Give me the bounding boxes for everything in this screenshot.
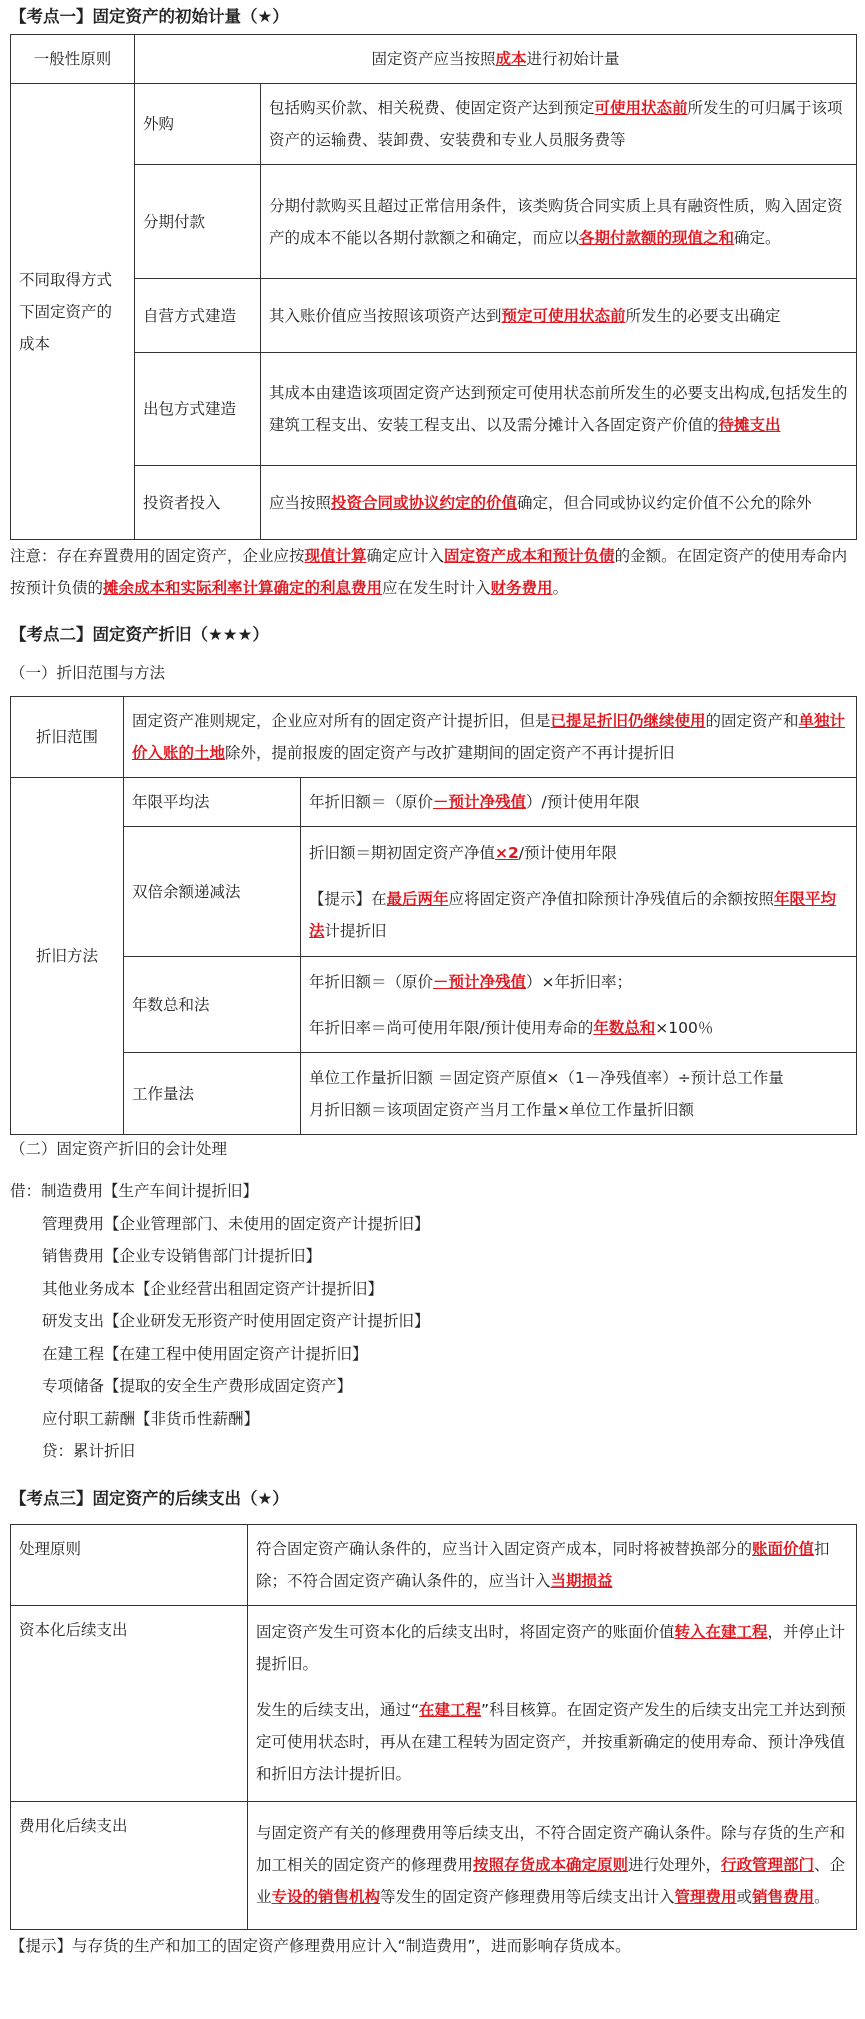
depreciation-table: [10, 696, 857, 1135]
section-2-subtitle-2: （二）固定资产折旧的会计处理: [10, 1140, 228, 1158]
section-1-note: 注意：存在弃置费用的固定资产，企业应按现值计算确定应计入固定资产成本和预计负债的金额。在固定资产的使用寿命内按预计负债的摊余成本和实际利率计算确定的利息费用应在发生时计入财务费用。: [10, 547, 848, 597]
row-text-self-built: 其入账价值应当按照该项资产达到预定可使用状态前所发生的必要支出确定: [261, 279, 857, 353]
method-syd-text: 年折旧额＝（原价－预计净残值）×年折旧率； 年折旧率＝尚可使用年限/预计使用寿命的年数总和×100％: [301, 957, 857, 1053]
section-3-tip: 【提示】与存货的生产和加工的固定资产修理费用应计入“制造费用”，进而影响存货成本。: [10, 1936, 631, 1955]
capitalized-label: 资本化后续支出: [11, 1605, 248, 1801]
section-3-title: 【考点三】固定资产的后续支出（★）: [10, 1488, 289, 1508]
section-2-title: 【考点二】固定资产折旧（★★★）: [10, 625, 269, 644]
journal-line: 其他业务成本【企业经营出租固定资产计提折旧】: [42, 1279, 384, 1298]
journal-line: 销售费用【企业专设销售部门计提折旧】: [42, 1247, 322, 1265]
row-label-contracted: 出包方式建造: [135, 353, 261, 466]
general-principle-label: 一般性原则: [11, 35, 135, 84]
journal-entry: [10, 1175, 855, 1468]
journal-line: 应付职工薪酬【非货币性薪酬】: [42, 1409, 260, 1428]
row-text-purchase: 包括购买价款、相关税费、使固定资产达到预定可使用状态前所发生的可归属于该项资产的运输费、装卸费、安装费和专业人员服务费等: [261, 84, 857, 165]
principle-label: 处理原则: [11, 1524, 248, 1605]
general-principle-text: 固定资产应当按照成本进行初始计量: [135, 35, 857, 84]
journal-line: 借：制造费用【生产车间计提折旧】: [10, 1182, 259, 1200]
row-text-installment: 分期付款购买且超过正常信用条件，该类购货合同实质上具有融资性质，购入固定资产的成本不能以各期付款额之和确定，而应以各期付款额的现值之和确定。: [261, 165, 857, 279]
method-label: 折旧方法: [11, 778, 124, 1135]
method-straight-line-text: 年折旧额＝（原价－预计净残值）/预计使用年限: [301, 778, 857, 827]
journal-line: 在建工程【在建工程中使用固定资产计提折旧】: [42, 1344, 368, 1363]
method-syd-label: 年数总和法: [124, 957, 301, 1053]
row-text-investor: 应当按照投资合同或协议约定的价值确定，但合同或协议约定价值不公允的除外: [261, 466, 857, 540]
method-units-text: 单位工作量折旧额 ＝固定资产原值×（1－净残值率）÷预计总工作量 月折旧额＝该项固定资产当月工作量×单位工作量折旧额: [301, 1053, 857, 1135]
row-label-installment: 分期付款: [135, 165, 261, 279]
initial-measurement-table: [10, 34, 857, 540]
journal-line: 管理费用【企业管理部门、未使用的固定资产计提折旧】: [42, 1214, 430, 1233]
principle-text: 符合固定资产确认条件的，应当计入固定资产成本，同时将被替换部分的账面价值扣除；不符合固定资产确认条件的，应当计入当期损益: [248, 1524, 857, 1605]
row-label-self-built: 自营方式建造: [135, 279, 261, 353]
method-ddb-text: 折旧额＝期初固定资产净值×2/预计使用年限 【提示】在最后两年应将固定资产净值扣除预计净残值后的余额按照年限平均法计提折旧: [301, 827, 857, 957]
journal-line: 贷：累计折旧: [42, 1442, 136, 1460]
journal-line: 专项储备【提取的安全生产费形成固定资产】: [42, 1377, 353, 1395]
method-units-label: 工作量法: [124, 1053, 301, 1135]
scope-label: 折旧范围: [11, 697, 124, 778]
method-ddb-label: 双倍余额递减法: [124, 827, 301, 957]
row-label-purchase: 外购: [135, 84, 261, 165]
section-1-title: 【考点一】固定资产的初始计量（★）: [10, 7, 289, 26]
expensed-text: 与固定资产有关的修理费用等后续支出，不符合固定资产确认条件。除与存货的生产和加工相关的固定资产的修理费用按照存货成本确定原则进行处理外，行政管理部门、企业专设的销售机构等发生的固定资产修理费用等后续支出计入管理费用或销售费用。: [248, 1801, 857, 1929]
expensed-label: 费用化后续支出: [11, 1801, 248, 1929]
row-label-investor: 投资者投入: [135, 466, 261, 540]
capitalized-text: 固定资产发生可资本化的后续支出时，将固定资产的账面价值转入在建工程，并停止计提折旧。 发生的后续支出，通过“在建工程”科目核算。在固定资产发生的后续支出完工并达到预定可使用状态时，再从在建工程转为固定资产，并按重新确定的使用寿命、预计净残值和折旧方法计提折旧。: [248, 1605, 857, 1801]
method-straight-line-label: 年限平均法: [124, 778, 301, 827]
subsequent-expenditure-table: [10, 1524, 857, 1930]
scope-text: 固定资产准则规定，企业应对所有的固定资产计提折旧，但是已提足折旧仍继续使用的固定资产和单独计价入账的土地除外，提前报废的固定资产与改扩建期间的固定资产不再计提折旧: [124, 697, 857, 778]
row-text-contracted: 其成本由建造该项固定资产达到预定可使用状态前所发生的必要支出构成,包括发生的建筑工程支出、安装工程支出、以及需分摊计入各固定资产价值的待摊支出: [261, 353, 857, 466]
journal-line: 研发支出【企业研发无形资产时使用固定资产计提折旧】: [42, 1312, 430, 1330]
section-2-subtitle-1: （一）折旧范围与方法: [10, 664, 166, 682]
acquisition-group-label: 不同取得方式下固定资产的成本: [11, 84, 135, 540]
